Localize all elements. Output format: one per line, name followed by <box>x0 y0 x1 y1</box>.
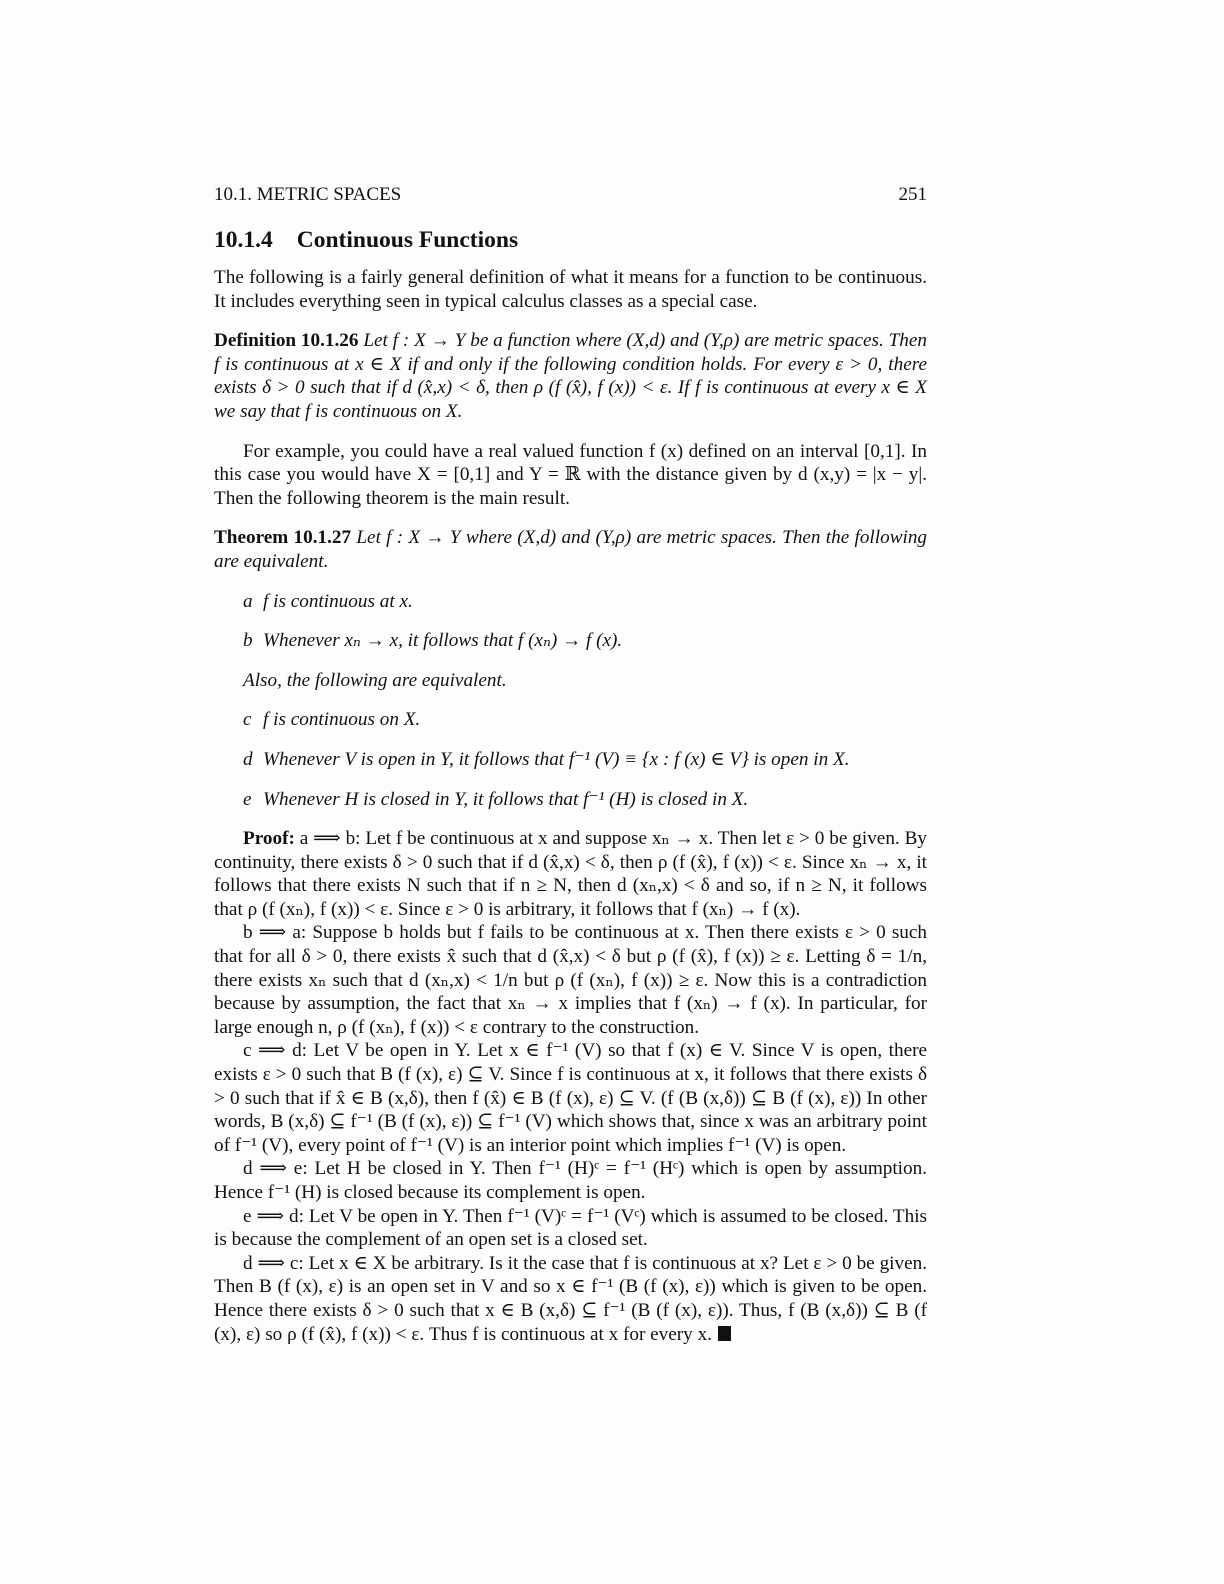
document-page <box>214 183 927 1346</box>
condition-text: Whenever xₙ → x, it follows that f (xₙ) → f (x). <box>263 630 623 652</box>
condition-item <box>243 748 927 772</box>
theorem-label: Theorem 10.1.27 <box>214 527 352 549</box>
running-head-section: 10.1. METRIC SPACES <box>214 184 402 205</box>
proof-paragraph: d ⟹ e: Let H be closed in Y. Then f⁻¹ (H)ᶜ = f⁻¹ (Hᶜ) which is open by assumption. Hence f⁻¹ (H) is closed because its complement is open. <box>214 1158 927 1203</box>
condition-item <box>243 629 927 653</box>
also-equivalent: Also, the following are equivalent. <box>243 669 507 691</box>
condition-item <box>243 590 927 614</box>
intro-paragraph: The following is a fairly general definition of what it means for a function to be continuous. It includes everything seen in typical calculus classes as a special case. <box>214 267 927 312</box>
definition <box>214 329 927 423</box>
section-title: Continuous Functions <box>296 227 519 253</box>
condition-label: d <box>243 748 253 770</box>
proof-paragraph: c ⟹ d: Let V be open in Y. Let x ∈ f⁻¹ (V) so that f (x) ∈ V. Since V is open, there exists ε > 0 such that B (f (x), ε) ⊆ V. Since f is continuous at x, it follows that there exists δ > 0 such that if x̂ ∈ B (x,δ), then f (x̂) ∈ B (f (x), ε) ⊆ V. (f (B (x,δ)) ⊆ B (f (x), ε)) In other words, B (x,δ) ⊆ f⁻¹ (B (f (x), ε)) ⊆ f⁻¹ (V) which shows that, since x was an arbitrary point of f⁻¹ (V), every point of f⁻¹ (V) is an interior point which implies f⁻¹ (V) is open. <box>214 1040 927 1156</box>
theorem <box>214 526 927 573</box>
condition-label: e <box>243 788 252 810</box>
proof-paragraph: b ⟹ a: Suppose b holds but f fails to be continuous at x. Then there exists ε > 0 such that for all δ > 0, there exists x̂ such that d (x̂,x) < δ but ρ (f (x̂), f (x)) ≥ ε. Letting δ = 1/n, there exists xₙ such that d (xₙ,x) < 1/n but ρ (f (xₙ), f (x)) ≥ ε. Now this is a contradiction because by assumption, the fact that xₙ → x implies that f (xₙ) → f (x). In particular, for large enough n, ρ (f (xₙ), f (x)) < ε contrary to the construction. <box>214 922 927 1038</box>
theorem-conditions <box>214 590 927 812</box>
condition-item <box>243 708 927 732</box>
proof-paragraph <box>214 1252 927 1346</box>
proof-paragraph <box>214 827 927 921</box>
condition-text: Whenever V is open in Y, it follows that f⁻¹ (V) ≡ {x : f (x) ∈ V} is open in X. <box>263 748 850 770</box>
condition-text: Whenever H is closed in Y, it follows that f⁻¹ (H) is closed in X. <box>263 788 749 810</box>
section-heading <box>214 226 927 254</box>
proof-label: Proof: <box>243 828 295 850</box>
qed-square-icon <box>718 1326 731 1341</box>
condition-text: f is continuous on X. <box>263 709 421 731</box>
condition-text: f is continuous at x. <box>263 590 413 612</box>
example-paragraph: For example, you could have a real valued function f (x) defined on an interval [0,1]. In this case you would have X = [0,1] and Y = ℝ with the distance given by d (x,y) = |x − y|. Then the following theorem is the main result. <box>214 440 927 509</box>
section-number: 10.1.4 <box>214 227 273 253</box>
condition-item <box>243 788 927 812</box>
page-number: 251 <box>898 184 927 205</box>
proof-text: d ⟹ c: Let x ∈ X be arbitrary. Is it the case that f is continuous at x? Let ε > 0 be given. Then B (f (x), ε) is an open set in V and so x ∈ f⁻¹ (B (f (x), ε)) which is given to be open. Hence there exists δ > 0 such that x ∈ B (x,δ) ⊆ f⁻¹ (B (f (x), ε)). Thus, f (B (x,δ)) ⊆ B (f (x), ε) so ρ (f (x̂), f (x)) < ε. Thus f is continuous at x for every x. <box>214 1252 927 1345</box>
definition-text: Let f : X → Y be a function where (X,d) and (Y,ρ) are metric spaces. Then f is continuous at x ∈ X if and only if the following condition holds. For every ε > 0, there exists δ > 0 such that if d (x̂,x) < δ, then ρ (f (x̂), f (x)) < ε. If f is continuous at every x ∈ X we say that f is continuous on X. <box>214 330 927 422</box>
definition-label: Definition 10.1.26 <box>214 330 359 352</box>
proof-text: a ⟹ b: Let f be continuous at x and suppose xₙ → x. Then let ε > 0 be given. By continuity, there exists δ > 0 such that if d (x̂,x) < δ, then ρ (f (x̂), f (x)) < ε. Since xₙ → x, it follows that there exists N such that if n ≥ N, then d (xₙ,x) < δ and so, if n ≥ N, it follows that ρ (f (xₙ), f (x)) < ε. Since ε > 0 is arbitrary, it follows that f (xₙ) → f (x). <box>214 828 927 920</box>
condition-label: a <box>243 590 253 612</box>
condition-label: c <box>243 709 252 731</box>
condition-label: b <box>243 630 253 652</box>
running-head <box>214 183 927 207</box>
proof-paragraph: e ⟹ d: Let V be open in Y. Then f⁻¹ (V)ᶜ = f⁻¹ (Vᶜ) which is assumed to be closed. This is because the complement of an open set is a closed set. <box>214 1205 927 1251</box>
theorem-text: Let f : X → Y where (X,d) and (Y,ρ) are metric spaces. Then the following are equivalent. <box>214 527 928 572</box>
proof <box>214 827 927 1346</box>
